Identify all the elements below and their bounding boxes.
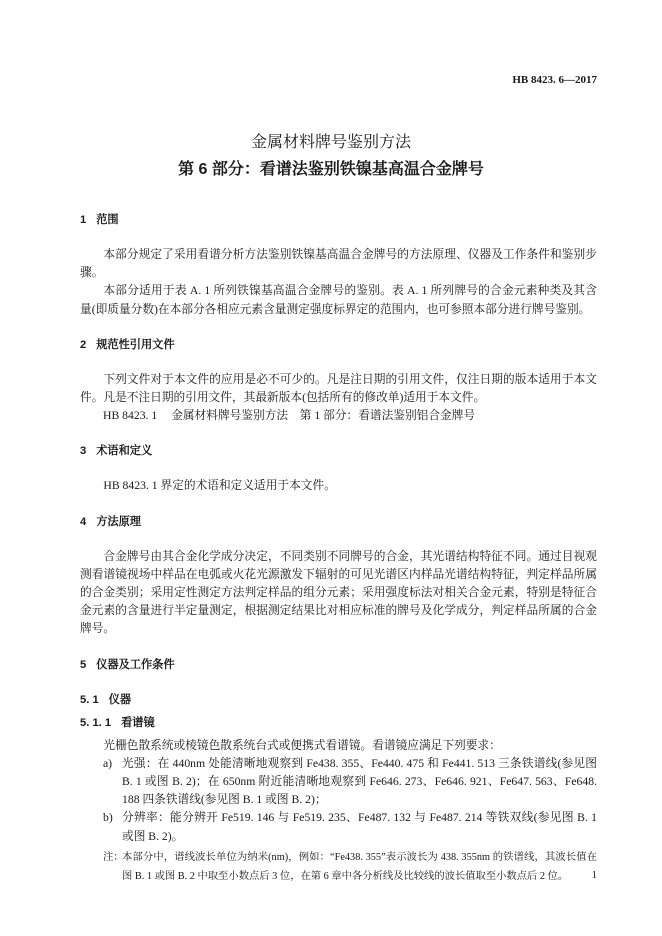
paragraph: 光栅色散系统或棱镜色散系统台式或便携式看谱镜。看谱镜应满足下列要求： [103,738,501,752]
list-item-text: 分辨率：能分辨开 Fe519. 146 与 Fe519. 235、Fe487. 132 与 Fe487. 214 等铁双线(参见图 B. 1 或图 B. 2)。 [122,811,597,843]
section-title: 方法原理 [96,515,141,528]
subsection-title: 仪器 [108,693,132,706]
note-label: 注： [103,851,124,863]
paragraph: 本部分适用于表 A. 1 所列铁镍基高温合金牌号的鉴别。表 A. 1 所列牌号的合金元素种类及其含量(即质量分数)在本部分各相应元素含量测定强度标界定的范围内，也可参照本部分进行牌号鉴别。 [80,284,597,316]
page-number: 1 [591,869,597,881]
section-heading-terms [80,442,597,460]
section-number: 1 [80,214,87,226]
note-text: 本部分中，谱线波长单位为纳米(nm)，例如：“Fe438. 355”表示波长为 438. 355nm 的铁谱线，其波长值在图 B. 1 或图 B. 2 中取至小数点后 3 位，在第 6 章中各分析线及比较线的波长值取至小数点后 2 位。 [122,851,597,882]
section-number: 4 [80,515,87,528]
section-heading-principle [80,513,597,531]
subsection-number: 5. 1 [80,693,99,706]
section-title: 规范性引用文件 [96,338,175,351]
paragraph: HB 8423. 1 界定的术语和定义适用于本文件。 [103,479,336,493]
reference-entry [80,407,597,425]
document-title: 金属材料牌号鉴别方法 [250,134,411,151]
subsubsection-number: 5. 1. 1 [80,716,112,729]
list-marker: b) [103,811,113,825]
subsubsection-heading-spectroscope [80,714,597,732]
paragraph: 本部分规定了采用看谱分析方法鉴别铁镍基高温合金牌号的方法原理、仪器及工作条件和鉴别步骤。 [80,248,597,280]
section-title: 仪器及工作条件 [96,658,175,671]
reference-code: HB 8423. 1 [103,409,158,423]
document-part-title: 第 6 部分：看谱法鉴别铁镍基高温合金牌号 [178,161,484,178]
paragraph: 合金牌号由其合金化学成分决定，不同类别不同牌号的合金，其光谱结构特征不同。通过目视观测看谱镜视场中样品在电弧或火花光源激发下辐射的可见光谱区内样品光谱结构特征，判定样品所属的合金类别；采用定性测定方法判定样品的组分元素；采用强度标法对相关合金元素，特别是特征合金元素的含量进行半定量测定，根据测定结果比对相应标准的牌号及化学成分，判定样品所属的合金牌号。 [80,549,597,636]
standard-code-header: HB 8423. 6—2017 [512,74,597,86]
list-item [80,809,597,845]
section-title: 范围 [96,214,119,226]
section-heading-instruments [80,656,597,674]
section-number: 5 [80,658,87,671]
subsubsection-title: 看谱镜 [121,716,155,729]
list-item [80,755,597,810]
paragraph: 下列文件对于本文件的应用是必不可少的。凡是注日期的引用文件，仅注日期的版本适用于本文件。凡是不注日期的引用文件，其最新版本(包括所有的修改单)适用于本文件。 [80,372,597,405]
section-number: 2 [80,338,87,351]
list-marker: a) [103,756,113,770]
subsection-heading-instrument [80,691,597,709]
section-heading-normative-references [80,336,597,354]
note [80,848,597,886]
section-number: 3 [80,445,87,458]
list-item-text: 光强：在 440nm 处能清晰地观察到 Fe438. 355、Fe440. 475 和 Fe441. 513 三条铁谱线(参见图 B. 1 或图 B. 2)；在 650nm 附近能清晰地观察到 Fe646. 273、Fe646. 921、Fe647. 563、Fe648. 188 四条铁谱线(参见图 B. 1 或图 B. 2)； [122,756,597,807]
section-title: 术语和定义 [96,445,153,458]
document-body [80,211,597,886]
section-heading-scope [80,211,597,229]
reference-title: 金属材料牌号鉴别方法 第 1 部分：看谱法鉴别铝合金牌号 [171,409,476,423]
